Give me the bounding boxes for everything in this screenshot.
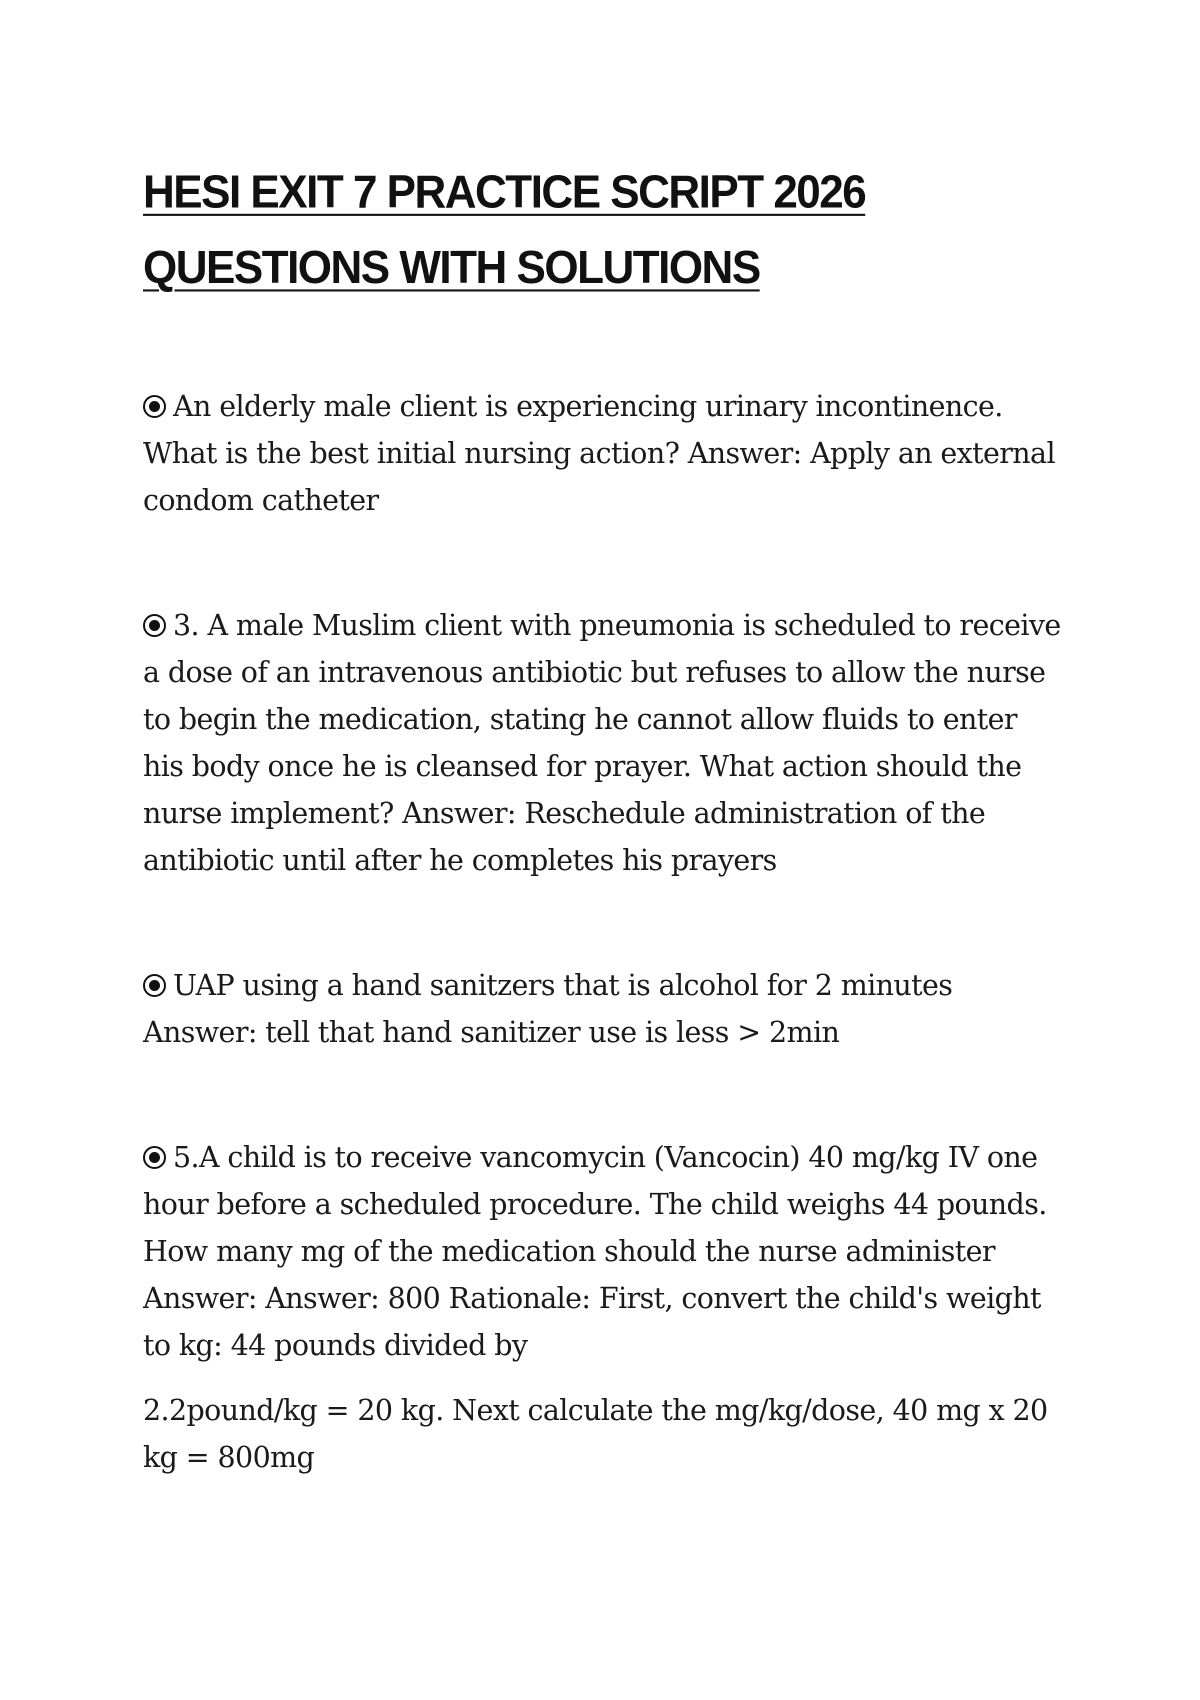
question-item <box>143 1134 1063 1369</box>
question-text: 3. A male Muslim client with pneumonia is scheduled to receive a dose of an intravenous antibiotic but refuses to allow the nurse to begin the medication, stating he cannot allow fluids to enter his body once he is cleansed for prayer. What action should the nurse implement? Answer: Reschedule administration of the antibiotic until after he completes his prayers <box>143 609 1061 877</box>
document-title <box>143 155 1063 306</box>
radio-bullet-icon <box>143 974 166 997</box>
question-item <box>143 602 1063 884</box>
radio-bullet-icon <box>143 1146 166 1169</box>
question-text: An elderly male client is experiencing urinary incontinence. What is the best initial nursing action? Answer: Apply an external condom catheter <box>143 390 1055 517</box>
question-list <box>143 383 1063 1481</box>
question-text: 5.A child is to receive vancomycin (Vancocin) 40 mg/kg IV one hour before a scheduled procedure. The child weighs 44 pounds. How many mg of the medication should the nurse administer Answer: Answer: 800 Rationale: First, convert the child's weight to kg: 44 pounds divided by <box>143 1141 1047 1362</box>
document-page <box>143 155 1063 1481</box>
radio-bullet-icon <box>143 395 166 418</box>
radio-bullet-icon <box>143 614 166 637</box>
answer-continuation: 2.2pound/kg = 20 kg. Next calculate the mg/kg/dose, 40 mg x 20 kg = 800mg <box>143 1394 1048 1474</box>
question-item <box>143 962 1063 1056</box>
question-text: UAP using a hand sanitzers that is alcohol for 2 minutes Answer: tell that hand sanitizer use is less > 2min <box>143 969 953 1049</box>
title-line-1: HESI EXIT 7 PRACTICE SCRIPT 2026 <box>143 166 866 218</box>
question-item <box>143 383 1063 524</box>
title-line-2: QUESTIONS WITH SOLUTIONS <box>143 242 760 294</box>
